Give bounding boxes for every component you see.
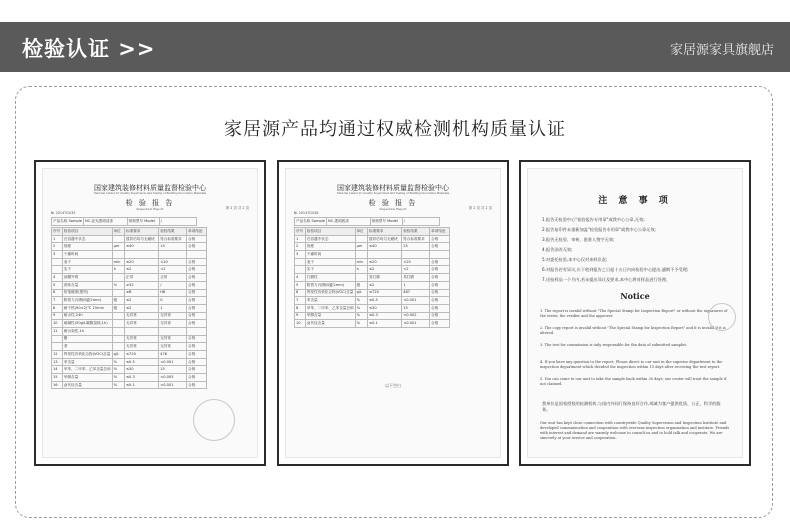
column-header: 标准要求 xyxy=(368,228,402,236)
table-cell: <0.001 xyxy=(402,320,430,328)
table-cell: 符合标准要求 xyxy=(159,235,187,243)
table-row xyxy=(295,289,450,297)
store-name[interactable]: 家居源家具旗舰店 xyxy=(669,43,774,58)
table-row xyxy=(52,281,207,289)
table-cell: ≤30 xyxy=(125,366,159,374)
report-stamp xyxy=(193,399,235,441)
table-cell: 7 xyxy=(295,297,306,305)
report-title: 检 验 报 告 xyxy=(368,199,418,207)
table-cell: 1 xyxy=(52,235,63,243)
table-cell xyxy=(52,258,63,266)
table-cell: 1 xyxy=(295,235,306,243)
table-row xyxy=(295,235,450,243)
table-cell: 12 xyxy=(52,351,63,359)
table-cell xyxy=(112,289,124,297)
report-product-table xyxy=(51,217,197,226)
table-cell: 合格 xyxy=(430,258,450,266)
table-cell: <20 xyxy=(402,258,430,266)
notice-item-cn: 5.对委托检验,本中心仅对来样负责; xyxy=(542,257,608,262)
notice-intro-en: Our unit has kept close connection with countrywide Quality Supervision and Inspection Institute and developed communication and cooperation with overseas inspection organization and institute. Friends with interest and demand are warmly welcome to consult us and to hold talk and cooperate. We are sincerely at your service and cooperation. xyxy=(540,421,730,440)
report-org-en: National Center for Quality Supervision and Testing of Building Decoration Materials xyxy=(93,192,207,195)
table-cell: 合格 xyxy=(187,335,207,343)
inspection-report-2[interactable] xyxy=(277,160,509,466)
table-cell xyxy=(112,335,124,343)
column-header: 单位 xyxy=(112,228,124,236)
table-cell: 5 xyxy=(295,281,306,289)
table-cell: ≤2 xyxy=(125,266,159,274)
table-cell: 耐干热(90±2)℃ 15min xyxy=(62,304,112,312)
table-cell: 合格 xyxy=(187,381,207,389)
table-cell: 醋 xyxy=(62,335,112,343)
section-header xyxy=(0,22,790,72)
table-cell: 9 xyxy=(295,312,306,320)
report-results-table xyxy=(294,227,450,328)
table-cell: HB xyxy=(159,289,187,297)
table-cell: % xyxy=(355,312,367,320)
table-row xyxy=(52,266,207,274)
brand-label: 规格型号 Model xyxy=(370,218,402,226)
table-row xyxy=(295,281,450,289)
table-cell: 合格 xyxy=(187,320,207,328)
table-cell xyxy=(355,235,367,243)
table-cell: 合格 xyxy=(187,304,207,312)
table-row xyxy=(52,235,207,243)
notice-title-cn: 注 意 事 项 xyxy=(598,196,672,206)
table-cell: 搅拌后均匀无硬块 xyxy=(125,235,159,243)
table-cell: 合格 xyxy=(430,289,450,297)
table-row xyxy=(295,304,450,312)
notice-title-en: Notice xyxy=(620,291,650,301)
notice-item-cn: 4.报告涂改无效; xyxy=(542,247,573,252)
table-cell: 挥发性有机化合物(VOC)含量 xyxy=(62,351,112,359)
table-cell: 易打磨 xyxy=(402,274,430,282)
table-cell: <20 xyxy=(159,258,187,266)
table-cell: min xyxy=(112,258,124,266)
table-cell: 打磨性 xyxy=(305,274,355,282)
table-cell: 15 xyxy=(159,366,187,374)
table-cell: 正常 xyxy=(125,274,159,282)
table-cell: 铅笔硬度(擦伤) xyxy=(62,289,112,297)
table-row xyxy=(52,381,207,389)
table-cell: 合格 xyxy=(187,258,207,266)
table-cell: 合格 xyxy=(187,274,207,282)
table-row xyxy=(295,297,450,305)
table-cell: 无异常 xyxy=(125,320,159,328)
table-cell xyxy=(112,343,124,351)
table-cell: ≤0.3 xyxy=(125,374,159,382)
notice-paper xyxy=(527,168,743,458)
table-cell: 细度 xyxy=(62,243,112,251)
table-cell: ≤2 xyxy=(368,266,402,274)
table-cell: / xyxy=(159,281,187,289)
table-cell: 合格 xyxy=(187,351,207,359)
table-cell xyxy=(187,327,207,335)
table-cell: 耐碱性(50g/L碳酸氢钠,1h) xyxy=(62,320,112,328)
table-cell: ≤40 xyxy=(368,243,402,251)
table-row xyxy=(52,351,207,359)
table-row xyxy=(52,320,207,328)
table-cell: 合格 xyxy=(430,320,450,328)
table-cell: ≤0.1 xyxy=(125,381,159,389)
table-cell: 476 xyxy=(159,351,187,359)
table-cell: 合格 xyxy=(430,235,450,243)
table-cell: 固体含量 xyxy=(62,281,112,289)
table-row xyxy=(295,274,450,282)
column-header: 检验项目 xyxy=(305,228,355,236)
table-cell: 耐水性,24h xyxy=(62,312,112,320)
brand-label: 规格型号 Model xyxy=(127,218,159,226)
brand-value: / xyxy=(159,218,197,226)
table-cell: 在容器中状态 xyxy=(305,235,355,243)
table-cell xyxy=(368,251,402,259)
table-cell: 15 xyxy=(402,304,430,312)
table-cell xyxy=(112,251,124,259)
table-row xyxy=(52,327,207,335)
table-cell: 7 xyxy=(52,297,63,305)
table-cell: ≤2 xyxy=(368,281,402,289)
report-page: 第 2 页 共 2 页 xyxy=(225,206,249,210)
table-cell: 3 xyxy=(295,251,306,259)
table-cell: 487 xyxy=(402,289,430,297)
table-cell: 甲醇含量 xyxy=(62,374,112,382)
table-cell: 15 xyxy=(52,374,63,382)
table-row xyxy=(295,320,450,328)
table-cell: % xyxy=(355,320,367,328)
table-cell: 合格 xyxy=(187,374,207,382)
table-header-row xyxy=(295,228,450,236)
table-cell: 无异常 xyxy=(159,320,187,328)
table-cell xyxy=(112,274,124,282)
notice-item-cn: 6.对报告若有异议,应于收到报告之日起十五日内向检验中心提出,逾期不予受理; xyxy=(542,267,689,272)
notice-item-en: 4. If you have any question to the report, Please direct to our unit in the superior department to the inspection department which decided the inspection within 15 days after receiving the test report. xyxy=(540,360,723,369)
table-cell: 16 xyxy=(52,381,63,389)
report-notice-page[interactable] xyxy=(519,160,751,466)
brand-value: / xyxy=(402,218,440,226)
table-cell: 10 xyxy=(295,320,306,328)
table-cell: 无异常 xyxy=(159,312,187,320)
table-cell: 25 xyxy=(402,243,430,251)
table-cell: 干燥时间 xyxy=(305,251,355,259)
table-cell: ≤720 xyxy=(125,351,159,359)
product-label: 产品名称 Sample xyxy=(295,218,327,226)
table-cell: 合格 xyxy=(187,297,207,305)
table-cell: <0.001 xyxy=(159,381,187,389)
table-cell: 4 xyxy=(295,274,306,282)
table-row xyxy=(52,312,207,320)
table-cell: 附着力(划格间距2mm) xyxy=(305,281,355,289)
report-title: 检 验 报 告 xyxy=(125,199,175,207)
table-row xyxy=(295,312,450,320)
column-header: 标准要求 xyxy=(125,228,159,236)
table-cell xyxy=(355,251,367,259)
table-cell: 级 xyxy=(112,297,124,305)
table-cell xyxy=(187,251,207,259)
table-cell: 15 xyxy=(159,243,187,251)
table-cell xyxy=(430,251,450,259)
table-row xyxy=(295,258,450,266)
table-cell: 14 xyxy=(52,366,63,374)
report-title-en: Inspection Report xyxy=(379,207,407,211)
table-cell: % xyxy=(355,304,367,312)
table-cell: 级 xyxy=(112,304,124,312)
table-cell: % xyxy=(112,358,124,366)
table-cell: ≥B xyxy=(125,289,159,297)
table-cell: 1 xyxy=(402,281,430,289)
table-cell: <2 xyxy=(402,266,430,274)
table-cell: ≤30 xyxy=(368,304,402,312)
table-cell: ≤20 xyxy=(125,258,159,266)
product-value: NC-亚光透明清漆 xyxy=(84,218,128,226)
table-cell: 表干 xyxy=(62,258,112,266)
table-cell: 合格 xyxy=(187,343,207,351)
table-cell: ≤0.5 xyxy=(368,297,402,305)
product-label: 产品名称 Sample xyxy=(52,218,84,226)
table-cell xyxy=(295,258,306,266)
table-cell: 合格 xyxy=(430,304,450,312)
notice-item-en: 2. The copy report is invalid without "The Special Stamp for Inspection Report" and it is invalid if it is altered. xyxy=(540,326,726,335)
certification-headline: 家居源产品均通过权威检测机构质量认证 xyxy=(224,119,566,140)
table-cell xyxy=(112,320,124,328)
table-cell: 合格 xyxy=(430,243,450,251)
notice-item-cn: 1.报告无检验中心"检验报告专用章"或我中心公章,无效; xyxy=(542,217,645,222)
table-cell: 实干 xyxy=(62,266,112,274)
table-row xyxy=(295,251,450,259)
column-header: 单项结论 xyxy=(187,228,207,236)
table-row xyxy=(295,243,450,251)
notice-intro-cn: 我单位是国家授权的检测机构,与国内外同行保持良好合作,竭诚为客户提供优质、公正、科学的服务。 xyxy=(542,401,721,412)
table-row xyxy=(52,304,207,312)
table-cell: % xyxy=(112,381,124,389)
table-cell: <2 xyxy=(159,266,187,274)
table-row xyxy=(52,335,207,343)
table-row xyxy=(52,297,207,305)
table-cell: 0 xyxy=(159,297,187,305)
table-cell: 合格 xyxy=(187,235,207,243)
notice-item-en: 3. The test for commission is only responsible for the data of submitted samples. xyxy=(540,343,688,347)
table-row xyxy=(52,274,207,282)
report-org-cn: 国家建筑装修材料质量监督检验中心 xyxy=(94,184,206,192)
table-cell: ≤2 xyxy=(125,297,159,305)
notice-stamp xyxy=(708,303,736,331)
table-cell: 合格 xyxy=(187,358,207,366)
table-cell: 2 xyxy=(52,243,63,251)
table-cell: % xyxy=(112,281,124,289)
report-product-table xyxy=(294,217,440,226)
table-cell: 甲醇含量 xyxy=(305,312,355,320)
table-cell: ≤2 xyxy=(125,304,159,312)
table-cell: 实干 xyxy=(305,266,355,274)
table-cell xyxy=(402,251,430,259)
table-cell: 2 xyxy=(295,243,306,251)
table-cell: 合格 xyxy=(430,266,450,274)
report-paper xyxy=(42,168,258,458)
report-title-en: Inspection Report xyxy=(136,207,164,211)
table-cell: % xyxy=(112,366,124,374)
table-cell: ≤40 xyxy=(125,243,159,251)
table-cell xyxy=(159,251,187,259)
notice-item-en: 1. The report is invalid without "The Special Stamp for Inspection Report" or without the signatures of the tester, the verifier and the approver. xyxy=(540,309,728,318)
table-cell: 3 xyxy=(52,251,63,259)
column-header: 检验结果 xyxy=(402,228,430,236)
report-org-cn: 国家建筑装修材料质量监督检验中心 xyxy=(337,184,449,192)
table-cell xyxy=(355,274,367,282)
report-number: № 2014TG036 xyxy=(294,211,319,215)
table-row xyxy=(52,258,207,266)
table-cell: μm xyxy=(355,243,367,251)
table-cell: h xyxy=(112,266,124,274)
table-cell: 合格 xyxy=(430,281,450,289)
table-row xyxy=(52,374,207,382)
table-cell: 11 xyxy=(52,327,63,335)
table-cell: 合格 xyxy=(187,281,207,289)
table-cell: 9 xyxy=(52,312,63,320)
table-cell: 合格 xyxy=(430,312,450,320)
notice-item-cn: 2.报告复印件未重新加盖"检验报告专用章"或我中心公章无效; xyxy=(542,227,656,232)
table-cell: 合格 xyxy=(430,297,450,305)
table-cell: h xyxy=(355,266,367,274)
table-cell: 涂膜外观 xyxy=(62,274,112,282)
table-row xyxy=(52,366,207,374)
table-cell: 合格 xyxy=(187,312,207,320)
table-cell: 细度 xyxy=(305,243,355,251)
table-row xyxy=(52,251,207,259)
column-header: 序号 xyxy=(295,228,306,236)
table-cell: 10 xyxy=(52,320,63,328)
table-cell: 甲苯、二甲苯、乙苯含量总和 xyxy=(62,366,112,374)
table-cell: 正常 xyxy=(159,274,187,282)
table-cell: 级 xyxy=(355,281,367,289)
table-cell: 1 xyxy=(159,304,187,312)
report-org-en: National Center for Quality Supervision and Testing of Building Decoration Materials xyxy=(336,192,450,195)
table-cell: ≤0.1 xyxy=(368,320,402,328)
table-cell: ≤0.3 xyxy=(368,312,402,320)
table-cell: 无异常 xyxy=(125,343,159,351)
table-cell: 无异常 xyxy=(125,312,159,320)
table-cell: 无异常 xyxy=(159,343,187,351)
table-cell xyxy=(112,235,124,243)
table-cell: 合格 xyxy=(430,274,450,282)
table-row xyxy=(52,289,207,297)
report-paper xyxy=(285,168,501,458)
table-row xyxy=(52,343,207,351)
table-cell: 8 xyxy=(295,304,306,312)
table-cell: 附着力(划格间距2mm) xyxy=(62,297,112,305)
table-cell: <0.001 xyxy=(159,358,187,366)
table-cell: <0.001 xyxy=(402,297,430,305)
table-row xyxy=(52,358,207,366)
table-cell: 合格 xyxy=(187,289,207,297)
report-blank-note: 以下空白 xyxy=(385,383,401,388)
table-cell: 6 xyxy=(295,289,306,297)
table-cell: 搅拌后均匀无硬块 xyxy=(368,235,402,243)
table-row xyxy=(295,266,450,274)
table-cell: 符合标准要求 xyxy=(402,235,430,243)
table-cell: 卤代烃含量 xyxy=(62,381,112,389)
table-cell: 13 xyxy=(52,358,63,366)
table-cell: 5 xyxy=(52,281,63,289)
table-cell xyxy=(295,266,306,274)
notice-item-en: 5. You can come to our unit to take the sample back within 30 days; our center will treat the sample if not claimed. xyxy=(540,377,727,386)
report-number: № 2014TG035 xyxy=(51,211,76,215)
table-cell: 合格 xyxy=(187,266,207,274)
table-cell: 茶 xyxy=(62,343,112,351)
report-page: 第 2 页 共 2 页 xyxy=(468,206,492,210)
table-cell xyxy=(125,251,159,259)
table-cell: 8 xyxy=(52,304,63,312)
table-cell: g/L xyxy=(355,289,367,297)
notice-item-cn: 3.报告无检验、审核、批准人签字无效; xyxy=(542,237,615,242)
table-cell: 挥发性有机化合物(VOC)含量 xyxy=(305,289,355,297)
table-cell: 合格 xyxy=(187,243,207,251)
table-header-row xyxy=(52,228,207,236)
table-cell: % xyxy=(355,297,367,305)
table-cell: 甲苯、二甲苯、乙苯含量总和 xyxy=(305,304,355,312)
table-cell: ≥32 xyxy=(125,281,159,289)
table-cell: 苯含量 xyxy=(305,297,355,305)
table-cell: ≤720 xyxy=(368,289,402,297)
table-cell xyxy=(52,335,63,343)
table-cell: <0.002 xyxy=(402,312,430,320)
table-cell: min xyxy=(355,258,367,266)
table-cell: 无异常 xyxy=(125,335,159,343)
table-cell xyxy=(52,266,63,274)
table-cell: 在容器中状态 xyxy=(62,235,112,243)
table-cell: 易打磨 xyxy=(368,274,402,282)
table-cell xyxy=(159,327,187,335)
table-cell: % xyxy=(112,374,124,382)
table-cell: 表干 xyxy=(305,258,355,266)
column-header: 单位 xyxy=(355,228,367,236)
table-cell: g/L xyxy=(112,351,124,359)
table-cell: ≤0.5 xyxy=(125,358,159,366)
table-cell xyxy=(112,327,124,335)
inspection-report-1[interactable] xyxy=(34,160,266,466)
product-value: NC-透明底漆 xyxy=(327,218,371,226)
table-cell: 耐污染性,1h xyxy=(62,327,112,335)
table-cell: 无异常 xyxy=(159,335,187,343)
report-results-table xyxy=(51,227,207,389)
table-cell xyxy=(125,327,159,335)
table-cell: 干燥时间 xyxy=(62,251,112,259)
table-cell: μm xyxy=(112,243,124,251)
table-cell: 苯含量 xyxy=(62,358,112,366)
column-header: 检验项目 xyxy=(62,228,112,236)
table-row xyxy=(52,243,207,251)
table-cell: 6 xyxy=(52,289,63,297)
table-cell xyxy=(52,343,63,351)
table-cell: <0.005 xyxy=(159,374,187,382)
section-title: 检验认证 >> xyxy=(22,37,156,61)
notice-item-cn: 7.送检样品一个月内,若未提出异议及要求,本中心将对样品进行处理。 xyxy=(542,277,671,282)
table-cell: 合格 xyxy=(187,366,207,374)
table-cell: 4 xyxy=(52,274,63,282)
column-header: 单项结论 xyxy=(430,228,450,236)
column-header: 序号 xyxy=(52,228,63,236)
table-cell: 卤代烃含量 xyxy=(305,320,355,328)
column-header: 检验结果 xyxy=(159,228,187,236)
table-cell: ≤20 xyxy=(368,258,402,266)
table-cell xyxy=(112,312,124,320)
